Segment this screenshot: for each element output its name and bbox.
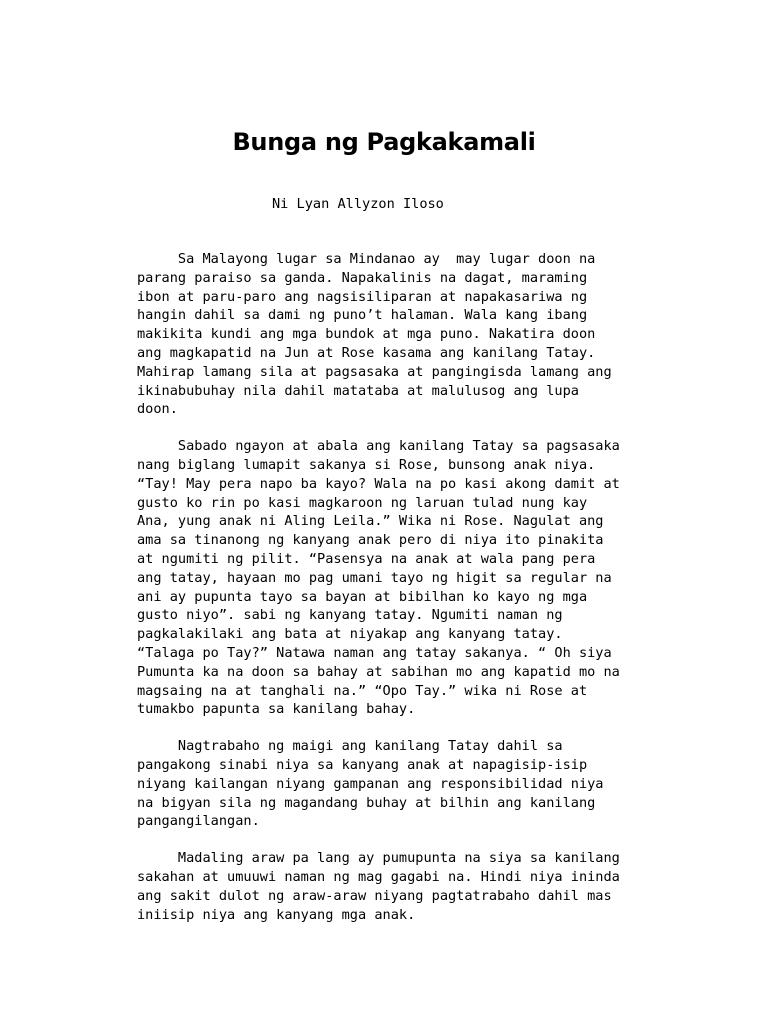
- document-author: Ni Lyan Allyzon Iloso: [272, 196, 444, 212]
- paragraph-line: doon.: [137, 401, 178, 418]
- paragraph-line: “Talaga po Tay?” Natawa naman ang tatay sakanya. “ Oh siya: [137, 644, 612, 661]
- paragraph-line: Madaling araw pa lang ay pumupunta na siya sa kanilang: [137, 850, 620, 867]
- paragraph-line: tumakbo papunta sa kanilang bahay.: [137, 701, 416, 718]
- paragraph-line: ang sakit dulot ng araw-araw niyang pagtatrabaho dahil mas: [137, 887, 612, 904]
- paragraph: [137, 437, 677, 719]
- paragraph-line: gusto ko rin po kasi magkaroon ng laruan tulad nung kay: [137, 494, 588, 511]
- paragraph-line: nang biglang lumapit sakanya si Rose, bunsong anak niya.: [137, 456, 596, 473]
- paragraph-line: hangin dahil sa dami ng puno’t halaman. Wala kang ibang: [137, 307, 588, 324]
- paragraph: [137, 849, 677, 924]
- paragraph-line: ani ay pupunta tayo sa bayan at bibilhan ko kayo ng mga: [137, 588, 588, 605]
- paragraph-line: ama sa tinanong ng kanyang anak pero di niya ito pinakita: [137, 532, 604, 549]
- paragraph-line: pagkalakilaki ang bata at niyakap ang kanyang tatay.: [137, 626, 563, 643]
- document-title: [0, 128, 768, 156]
- paragraph-line: ibon at paru-paro ang nagsisiliparan at napakasariwa ng: [137, 288, 588, 305]
- paragraph-line: magsaing na at tanghali na.” “Opo Tay.” wika ni Rose at: [137, 682, 588, 699]
- paragraph-line: sakahan at umuuwi naman ng mag gagabi na. Hindi niya ininda: [137, 868, 620, 885]
- paragraph-line: “Tay! May pera napo ba kayo? Wala na po kasi akong damit at: [137, 475, 620, 492]
- paragraph-line: Ana, yung anak ni Aling Leila.” Wika ni Rose. Nagulat ang: [137, 513, 604, 530]
- paragraph-line: Mahirap lamang sila at pagsasaka at pangingisda lamang ang: [137, 363, 612, 380]
- document-title-text: Bunga ng Pagkakamali: [232, 128, 536, 156]
- paragraph: [137, 250, 677, 419]
- document-body: [137, 250, 677, 942]
- paragraph-line: Sabado ngayon at abala ang kanilang Tatay sa pagsasaka: [137, 438, 620, 455]
- paragraph-line: at ngumiti ng pilit. “Pasensya na anak at wala pang pera: [137, 550, 596, 567]
- paragraph-line: Pumunta ka na doon sa bahay at sabihan mo ang kapatid mo na: [137, 663, 620, 680]
- paragraph-line: Sa Malayong lugar sa Mindanao ay may lugar doon na: [137, 251, 596, 267]
- paragraph: [137, 737, 677, 831]
- paragraph-line: na bigyan sila ng magandang buhay at bilhin ang kanilang: [137, 794, 596, 811]
- paragraph-line: makikita kundi ang mga bundok at mga puno. Nakatira doon: [137, 326, 596, 343]
- paragraph-line: niyang kailangan niyang gampanan ang responsibilidad niya: [137, 775, 604, 792]
- paragraph-line: gusto niyo”. sabi ng kanyang tatay. Ngumiti naman ng: [137, 607, 563, 624]
- paragraph-line: ikinabubuhay nila dahil matataba at malulusog ang lupa: [137, 382, 579, 399]
- paragraph-line: ang magkapatid na Jun at Rose kasama ang kanilang Tatay.: [137, 344, 596, 361]
- paragraph-line: pangangilangan.: [137, 813, 260, 830]
- paragraph-line: pangakong sinabi niya sa kanyang anak at napagisip-isip: [137, 756, 588, 773]
- paragraph-line: ang tatay, hayaan mo pag umani tayo ng higit sa regular na: [137, 569, 612, 586]
- paragraph-line: parang paraiso sa ganda. Napakalinis na dagat, maraming: [137, 269, 588, 286]
- paragraph-line: iniisip niya ang kanyang mga anak.: [137, 906, 416, 923]
- paragraph-line: Nagtrabaho ng maigi ang kanilang Tatay dahil sa: [137, 738, 563, 755]
